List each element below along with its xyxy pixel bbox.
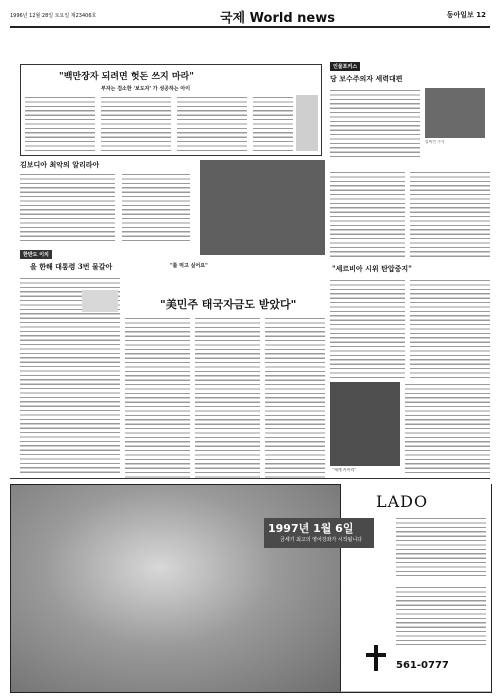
profile-column <box>330 62 490 162</box>
column-body <box>330 88 420 158</box>
right-body-1 <box>330 170 405 258</box>
ad-date: 1997년 1월 6일 <box>268 522 354 535</box>
column-photo <box>425 88 485 138</box>
column-headline: 당 보수주의자 세력대편 <box>330 74 403 83</box>
right-feature-body-1 <box>330 278 405 378</box>
ad-date-banner <box>264 518 374 548</box>
albania-body-1 <box>20 172 115 242</box>
ad-body-copy <box>396 516 486 576</box>
albania-headline: 김보디아 최악의 알리라아 <box>20 160 100 169</box>
ad-phone: 561-0777 <box>396 660 449 671</box>
paper-name: 동아일보 12 <box>446 11 486 19</box>
ad-tagline: 금세기 최고의 영어강좌가 시작됩니다 <box>280 537 363 543</box>
section-title: 국제 World news <box>220 11 335 26</box>
right-body-2 <box>410 170 490 258</box>
ad-divider <box>10 478 490 479</box>
ad-portrait <box>11 485 341 692</box>
top-story-headline: "백만장자 되려면 헛돈 쓰지 마라" <box>59 72 194 82</box>
top-story-illustration <box>296 95 318 151</box>
albania-photo <box>200 160 325 255</box>
top-story-body-3 <box>177 95 247 151</box>
ad-body-copy-2 <box>396 585 486 645</box>
albania-body-2 <box>122 172 190 242</box>
top-story-box <box>20 64 322 156</box>
main-headline: "美민주 태국자금도 받았다" <box>160 298 297 311</box>
cross-icon <box>366 645 386 671</box>
mid-story-kicker: 한반도 이치 <box>20 250 52 259</box>
mid-story-map <box>82 290 118 312</box>
main-caption-kicker: "를 먹고 싶어요" <box>170 263 208 269</box>
top-story-body-1 <box>25 95 95 151</box>
lado-logo: LADO <box>376 492 429 511</box>
top-story-body-2 <box>101 95 171 151</box>
mid-story-headline: 을 한해 대통령 3번 물갈아 <box>30 262 113 271</box>
issue-date: 1996년 12월 28일 토요일 제23406호 <box>10 13 97 19</box>
right-feature-body-2 <box>410 278 490 378</box>
page-header <box>10 6 490 28</box>
right-feature-photo-caption: "세계 카이라" <box>332 468 357 472</box>
right-feature-photo <box>330 382 400 466</box>
main-body-1 <box>125 316 190 478</box>
top-story-subhead: 부자는 검소한 '보도자' 가 성공하는 아이 <box>101 86 191 92</box>
column-label: 인물포커스 <box>330 62 360 71</box>
top-story-body-4 <box>253 95 293 151</box>
right-feature-headline: "세르비아 시위 탄압중지" <box>332 264 412 273</box>
right-feature-body-3 <box>405 382 490 474</box>
main-body-2 <box>195 316 260 478</box>
main-body-3 <box>265 316 325 478</box>
column-photo-caption: 장쩌민 주석 <box>425 140 445 144</box>
